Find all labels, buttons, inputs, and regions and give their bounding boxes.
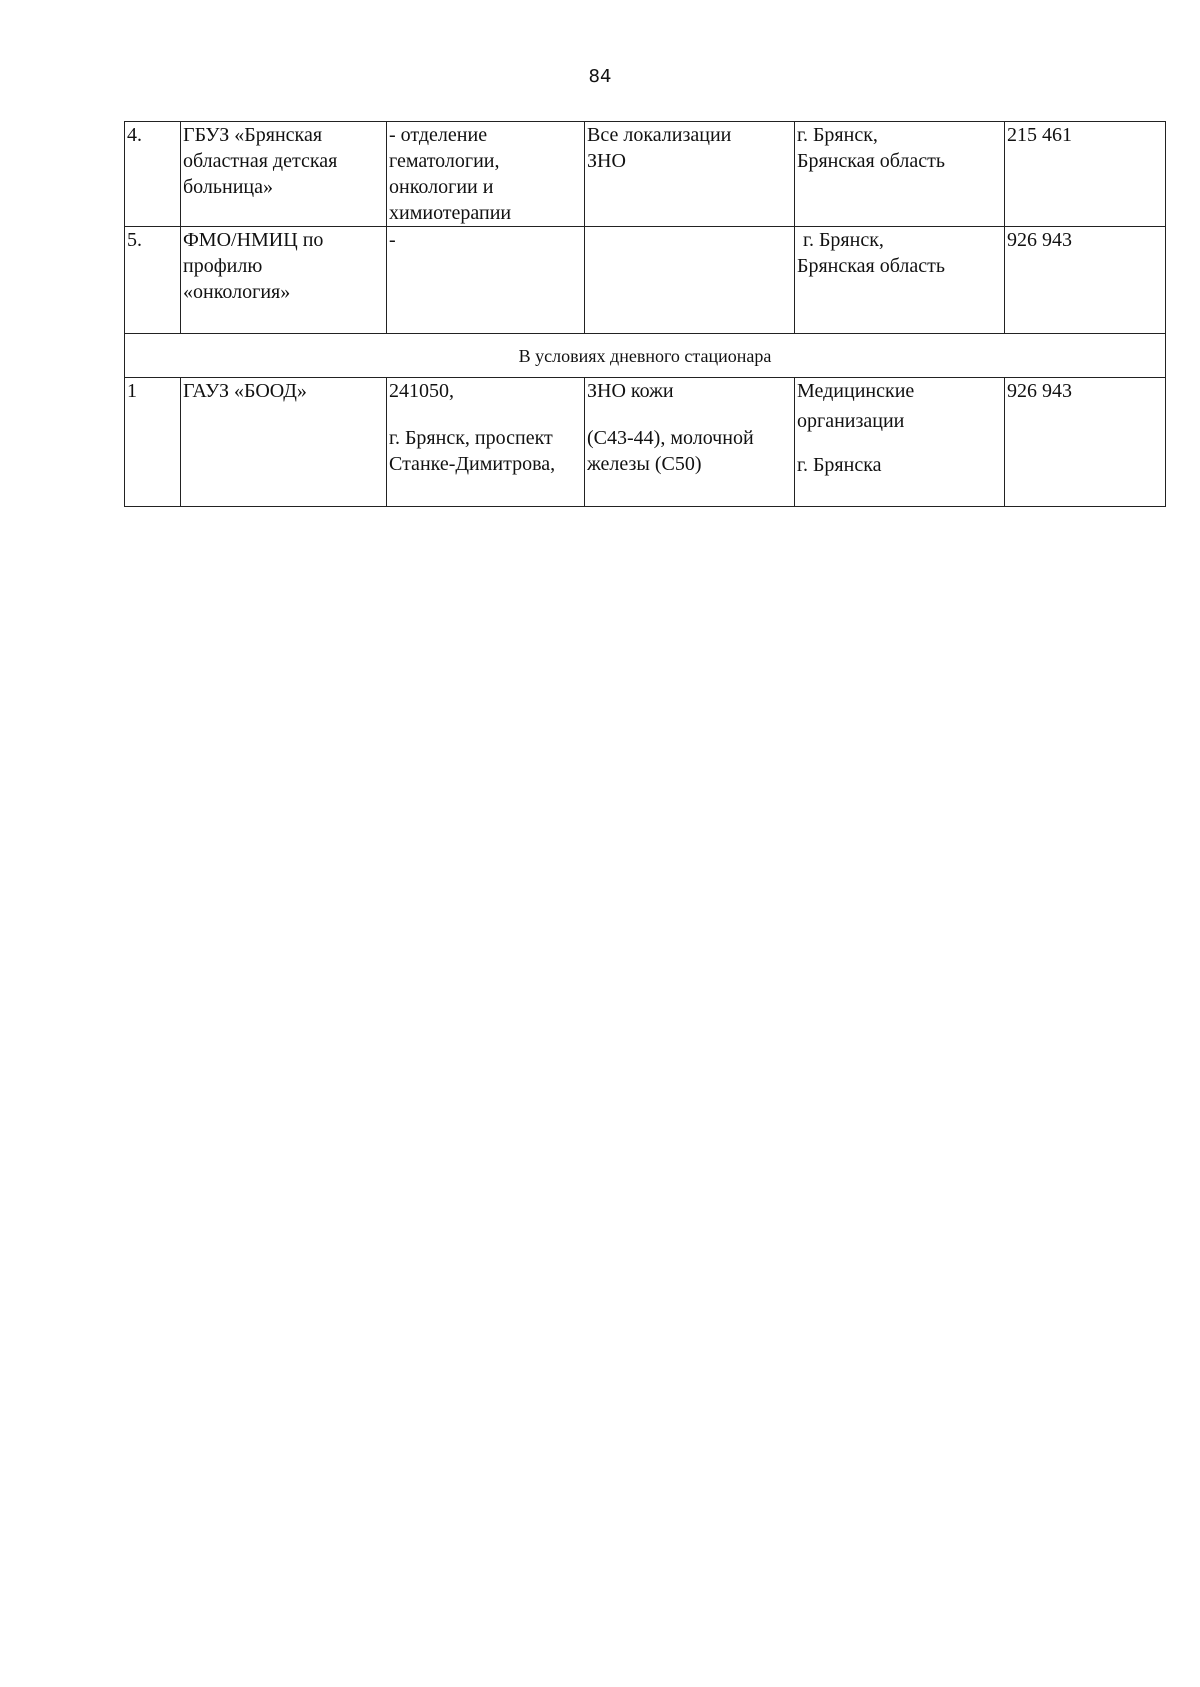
organization-line: ГБУЗ «Брянская (183, 124, 323, 146)
organization-cell: ГАУЗ «БООД» (181, 378, 387, 507)
table-row (125, 122, 1166, 227)
address-cell (387, 378, 585, 507)
department-line: гематологии, (389, 150, 500, 172)
organization-cell (181, 122, 387, 227)
section-row (125, 334, 1166, 378)
area-line: Медицинские (797, 380, 915, 402)
value-cell: 926 943 (1005, 227, 1166, 334)
area-line: Брянская область (797, 255, 946, 277)
address-line: Станке-Димитрова, (389, 453, 556, 475)
localization-cell (585, 227, 795, 334)
organization-line: профилю (183, 255, 263, 277)
area-cell (795, 227, 1005, 334)
area-cell (795, 378, 1005, 507)
area-line: Брянская область (797, 150, 946, 172)
row-number: 4. (125, 122, 181, 227)
department-cell (387, 122, 585, 227)
row-number: 5. (125, 227, 181, 334)
localization-cell (585, 122, 795, 227)
area-line: г. Брянска (797, 454, 882, 476)
organization-line: областная детская (183, 150, 338, 172)
department-line: онкологии и (389, 176, 494, 198)
address-line: г. Брянск, проспект (389, 427, 553, 449)
table-row (125, 378, 1166, 507)
address-line: 241050, (389, 380, 454, 402)
organization-line: ФМО/НМИЦ по (183, 229, 324, 251)
organization-line: «онкология» (183, 281, 291, 303)
department-line: химиотерапии (389, 202, 512, 224)
localization-line: железы (С50) (587, 453, 702, 475)
row-number: 1 (125, 378, 181, 507)
localization-line: (С43-44), молочной (587, 427, 754, 449)
area-line: организации (797, 410, 905, 432)
organization-line: больница» (183, 176, 273, 198)
localization-line: ЗНО (587, 150, 626, 172)
localization-line: ЗНО кожи (587, 380, 674, 402)
area-line: г. Брянск, (797, 124, 878, 146)
area-line: г. Брянск, (803, 229, 884, 251)
table-row (125, 227, 1166, 334)
value-cell: 215 461 (1005, 122, 1166, 227)
area-cell (795, 122, 1005, 227)
section-title: В условиях дневного стационара (125, 334, 1166, 378)
localization-cell (585, 378, 795, 507)
department-line: - (389, 229, 396, 251)
value-cell: 926 943 (1005, 378, 1166, 507)
department-line: - отделение (389, 124, 488, 146)
localization-line: Все локализации (587, 124, 732, 146)
page-number: 84 (588, 66, 612, 87)
organizations-table (124, 121, 1166, 507)
department-cell (387, 227, 585, 334)
organization-cell (181, 227, 387, 334)
